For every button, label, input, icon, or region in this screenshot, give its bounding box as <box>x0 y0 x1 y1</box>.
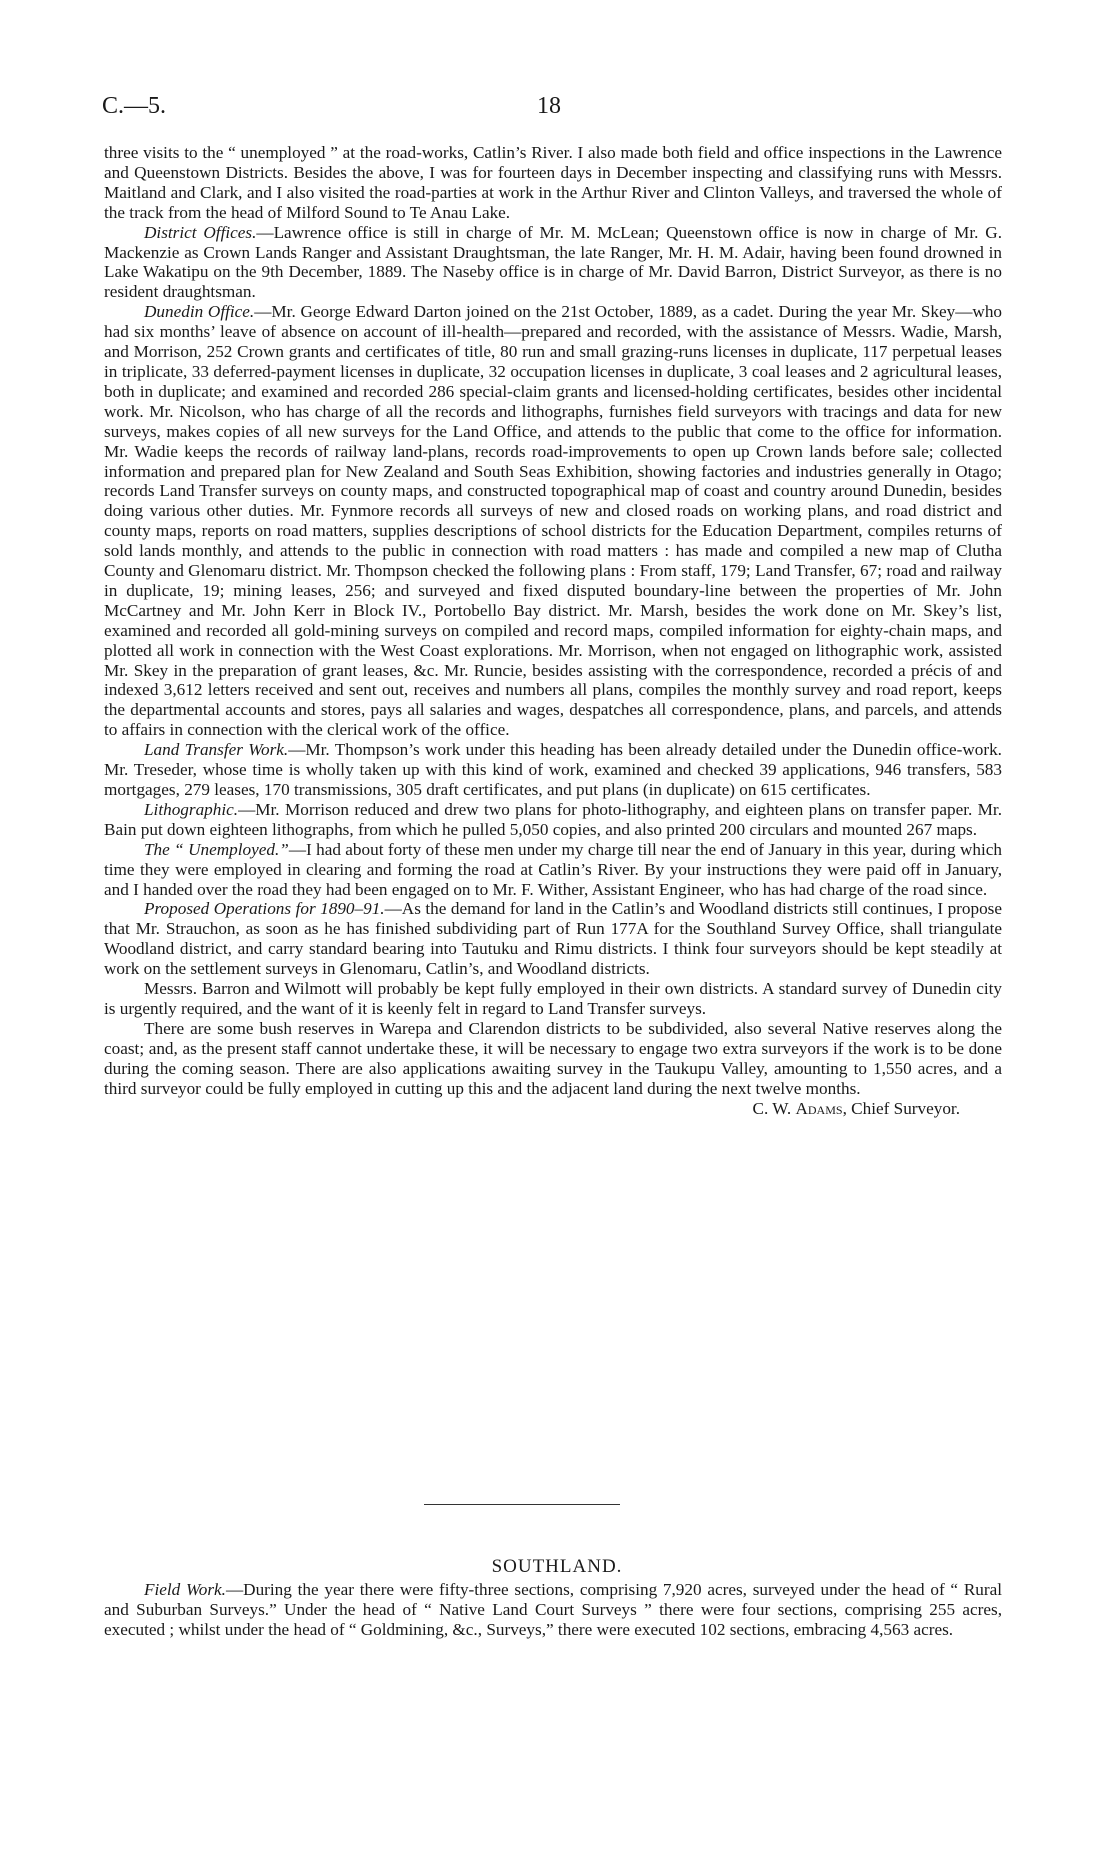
report-code: C.—5. <box>102 93 167 119</box>
paragraph-dunedin-office: Dunedin Office.—Mr. George Edward Darton joined on the 21st October, 1889, as a cadet. During the year Mr. Skey—who had six months’ leave of absence on account of ill-health—prepared and recorded, with the assistance of Messrs. Wadie, Marsh, and Morrison, 252 Crown grants and certificates of title, 80 run and small grazing-runs licenses in duplicate, 117 perpetual leases in triplicate, 33 deferred-payment licenses in duplicate, 32 occupation licenses in duplicate, 3 coal leases and 2 agricultural leases, both in duplicate; and examined and recorded 286 special-claim grants and licensed-holding certificates, besides other incidental work. Mr. Nicolson, who has charge of all the records and lithographs, furnishes field surveyors with tracings and data for new surveys, makes copies of all new surveys for the Land Office, and attends to the public that come to the office for information. Mr. Wadie keeps the records of railway land-plans, records road-improvements to open up Crown lands before sale; collected information and prepared plan for New Zealand and South Seas Exhibition, showing factories and industries generally in Otago; records Land Transfer surveys on county maps, and constructed topographical map of coast and country around Dunedin, besides doing various other duties. Mr. Fynmore records all surveys of new and closed roads on working plans, and road district and county maps, reports on road matters, supplies descriptions of school districts for the Education Department, compiles returns of sold lands monthly, and attends to the public in connection with road matters : has made and compiled a new map of Clutha County and Glenomaru district. Mr. Thompson checked the following plans : From staff, 179; Land Transfer, 67; road and railway in duplicate, 19; mining leases, 256; and surveyed and fixed disputed boundary-line between the properties of Mr. John McCartney and Mr. John Kerr in Block IV., Portobello Bay district. Mr. Marsh, besides the work done on Mr. Skey’s list, examined and recorded all gold-mining surveys on compiled and record maps, compiled information for eighty-chain maps, and plotted all work in connection with the West Coast explorations. Mr. Morrison, when not engaged on lithographic work, assisted Mr. Skey in the preparation of grant leases, &c. Mr. Runcie, besides assisting with the correspondence, recorded a précis of and indexed 3,612 letters received and sent out, receives and numbers all plans, compiles the monthly survey and road report, keeps the departmental accounts and stores, pays all salaries and wages, despatches all correspondence, plans, and parcels, and attends to affairs in connection with the clerical work of the office. <box>104 302 1003 740</box>
paragraph-bush-reserves: There are some bush reserves in Warepa and Clarendon districts to be subdivided, also several Native reserves along the coast; and, as the present staff cannot undertake these, it will be necessary to engage two extra surveyors if the work is to be done during the coming season. There are also applications awaiting survey in the Taukupu Valley, amounting to 1,550 acres, and a third surveyor could be fully employed in cutting up this and the adjacent land during the next twelve months. C. W. Adams, Chief Surveyor. <box>104 1018 1002 1118</box>
paragraph-heading: District Offices. <box>144 222 257 242</box>
section-divider <box>424 1504 620 1505</box>
paragraph-proposed-operations: Proposed Operations for 1890–91.—As the demand for land in the Catlin’s and Woodland districts still continues, I propose that Mr. Strauchon, as soon as he has finished subdividing part of Run 177A for the Southland Survey Office, shall triangulate Woodland district, and carry standard bearing into Tautuku and Rimu districts. I think four surveyors should be kept steadily at work on the settlement surveys in Glenomaru, Catlin’s, and Woodland districts. <box>104 899 1002 979</box>
paragraph-heading: The “ Unemployed.” <box>144 839 289 859</box>
paragraph-lithographic: Lithographic.—Mr. Morrison reduced and drew two plans for photo-lithography, and eighteen plans on transfer paper. Mr. Bain put down eighteen lithographs, from which he pulled 5,050 copies, and also printed 200 circulars and mounted 267 maps. <box>104 799 1002 839</box>
paragraph-heading: Proposed Operations for 1890–91. <box>144 899 385 919</box>
section-title: SOUTHLAND. <box>491 1556 623 1577</box>
paragraph-unemployed: The “ Unemployed.”—I had about forty of these men under my charge till near the end of January in this year, during which time they were employed in clearing and forming the road at Catlin’s River. By your instructions they were paid off in January, and I handed over the road they had been engaged on to Mr. F. Wither, Assistant Engineer, who has had charge of the road since. <box>104 839 1002 899</box>
southland-body <box>104 1580 1002 1640</box>
paragraph-land-transfer: Land Transfer Work.—Mr. Thompson’s work under this heading has been already detailed under the Dunedin office-work. Mr. Treseder, whose time is wholly taken up with this kind of work, examined and checked 39 applications, 946 transfers, 583 mortgages, 279 leases, 170 transmissions, 305 draft certificates, and put plans (in duplicate) on 615 certificates. <box>104 740 1002 799</box>
signature: C. W. Adams, Chief Surveyor. <box>752 1098 960 1118</box>
paragraph-district-offices: District Offices.—Lawrence office is still in charge of Mr. M. McLean; Queenstown office is now in charge of Mr. G. Mackenzie as Crown Lands Ranger and Assistant Draughtsman, the late Ranger, Mr. H. M. Adair, having been found drowned in Lake Wakatipu on the 9th December, 1889. The Naseby office is in charge of Mr. David Barron, District Surveyor, as there is no resident draughtsman. <box>104 222 1002 302</box>
paragraph-barron-wilmott: Messrs. Barron and Wilmott will probably be kept fully employed in their own districts. A standard survey of Dunedin city is urgently required, and the want of it is keenly felt in regard to Land Transfer surveys. <box>104 979 1002 1018</box>
paragraph-heading: Field Work. <box>144 1580 226 1599</box>
paragraph-1: three visits to the “ unemployed ” at the road-works, Catlin’s River. I also made both field and office inspections in the Lawrence and Queenstown Districts. Besides the above, I was for fourteen days in December inspecting and classifying runs with Messrs. Maitland and Clark, and I also visited the road-parties at work in the Arthur River and Clinton Valleys, and traversed the whole of the track from the head of Milford Sound to Te Anau Lake. <box>104 143 1002 222</box>
page-number: 18 <box>537 93 561 119</box>
report-body <box>104 143 1002 1118</box>
paragraph-heading: Lithographic. <box>144 799 239 819</box>
paragraph-heading: Dunedin Office. <box>144 302 255 322</box>
paragraph-field-work: Field Work.—During the year there were fifty-three sections, comprising 7,920 acres, surveyed under the head of “ Rural and Suburban Surveys.” Under the head of “ Native Land Court Surveys ” there were four sections, comprising 255 acres, executed ; whilst under the head of “ Goldmining, &c., Surveys,” there were executed 102 sections, embracing 4,563 acres. <box>104 1580 1002 1639</box>
paragraph-heading: Land Transfer Work. <box>144 740 289 760</box>
